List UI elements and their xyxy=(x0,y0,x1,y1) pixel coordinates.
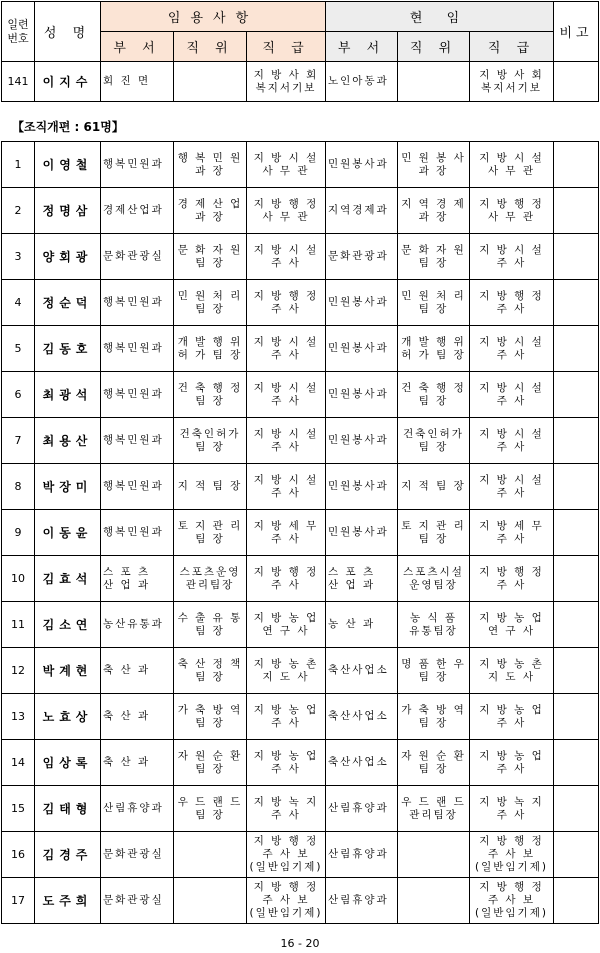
header-appointment-position: 직 위 xyxy=(174,32,247,62)
row-current-grade: 지 방 세 무 주 사 xyxy=(470,510,554,556)
row-appointment-position: 수 출 유 통 팀 장 xyxy=(174,602,247,648)
row-appointment-position: 우 드 랜 드 팀 장 xyxy=(174,786,247,832)
row-remarks xyxy=(554,648,599,694)
row-no: 1 xyxy=(2,142,35,188)
row-current-dept: 민원봉사과 xyxy=(326,280,398,326)
row-current-grade: 지 방 시 설 주 사 xyxy=(470,418,554,464)
row-remarks xyxy=(554,418,599,464)
row-appointment-position: 건축인허가 팀 장 xyxy=(174,418,247,464)
row-current-position xyxy=(398,878,470,924)
row-name: 노효상 xyxy=(35,694,101,740)
row-current-position: 우 드 랜 드 관리팀장 xyxy=(398,786,470,832)
row-appointment-grade: 지 방 행 정 주 사 보 (일반임기제) xyxy=(247,878,326,924)
row-current-grade: 지 방 농 촌 지 도 사 xyxy=(470,648,554,694)
row-current-grade: 지 방 녹 지 주 사 xyxy=(470,786,554,832)
row-appointment-position: 토 지 관 리 팀 장 xyxy=(174,510,247,556)
row-remarks xyxy=(554,694,599,740)
row-no: 15 xyxy=(2,786,35,832)
row-appointment-grade: 지 방 농 업 주 사 xyxy=(247,740,326,786)
row-appointment-position xyxy=(174,62,247,102)
row-current-grade: 지 방 행 정 주 사 보 (일반임기제) xyxy=(470,832,554,878)
row-current-grade: 지 방 농 업 연 구 사 xyxy=(470,602,554,648)
row-no: 11 xyxy=(2,602,35,648)
row-appointment-grade: 지 방 녹 지 주 사 xyxy=(247,786,326,832)
row-name: 김태형 xyxy=(35,786,101,832)
row-remarks xyxy=(554,326,599,372)
row-no: 13 xyxy=(2,694,35,740)
section-title: 【조직개편 : 61명】 xyxy=(12,120,124,134)
header-remarks: 비고 xyxy=(554,2,599,62)
row-current-position xyxy=(398,62,470,102)
row-appointment-position: 가 축 방 역 팀 장 xyxy=(174,694,247,740)
row-appointment-position: 축 산 정 책 팀 장 xyxy=(174,648,247,694)
header-name: 성 명 xyxy=(35,2,101,62)
row-name: 정명삼 xyxy=(35,188,101,234)
row-current-position: 민 원 봉 사 과 장 xyxy=(398,142,470,188)
row-current-position: 건 축 행 정 팀 장 xyxy=(398,372,470,418)
row-name: 이지수 xyxy=(35,62,101,102)
row-appointment-dept: 스 포 츠 산 업 과 xyxy=(101,556,174,602)
row-appointment-grade: 지 방 시 설 사 무 관 xyxy=(247,142,326,188)
table-row xyxy=(2,142,599,188)
row-appointment-grade: 지 방 행 정 주 사 xyxy=(247,280,326,326)
row-no: 141 xyxy=(2,62,35,102)
row-appointment-dept: 회 진 면 xyxy=(101,62,174,102)
row-current-grade: 지 방 시 설 주 사 xyxy=(470,326,554,372)
row-current-dept: 산림휴양과 xyxy=(326,786,398,832)
row-appointment-position: 스포츠운영 관리팀장 xyxy=(174,556,247,602)
row-current-dept: 스 포 츠 산 업 과 xyxy=(326,556,398,602)
row-current-position: 가 축 방 역 팀 장 xyxy=(398,694,470,740)
row-appointment-grade: 지 방 시 설 주 사 xyxy=(247,464,326,510)
row-appointment-grade: 지 방 행 정 주 사 xyxy=(247,556,326,602)
row-current-position: 지 적 팀 장 xyxy=(398,464,470,510)
table-row xyxy=(2,372,599,418)
row-appointment-grade: 지 방 사 회 복지서기보 xyxy=(247,62,326,102)
row-current-position: 농 식 품 유통팀장 xyxy=(398,602,470,648)
row-appointment-dept: 행복민원과 xyxy=(101,510,174,556)
table-row xyxy=(2,556,599,602)
row-current-grade: 지 방 농 업 주 사 xyxy=(470,694,554,740)
header-serial: 일련 번호 xyxy=(2,2,35,62)
row-current-grade: 지 방 행 정 사 무 관 xyxy=(470,188,554,234)
header-appointment-grade: 직 급 xyxy=(247,32,326,62)
row-no: 3 xyxy=(2,234,35,280)
row-appointment-dept: 행복민원과 xyxy=(101,372,174,418)
row-current-dept: 산림휴양과 xyxy=(326,832,398,878)
row-no: 4 xyxy=(2,280,35,326)
row-no: 10 xyxy=(2,556,35,602)
row-current-dept: 지역경제과 xyxy=(326,188,398,234)
row-current-position xyxy=(398,832,470,878)
row-appointment-dept: 문화관광실 xyxy=(101,234,174,280)
table-row xyxy=(2,648,599,694)
row-appointment-grade: 지 방 행 정 주 사 보 (일반임기제) xyxy=(247,832,326,878)
row-appointment-dept: 축 산 과 xyxy=(101,740,174,786)
table-row xyxy=(2,188,599,234)
row-remarks xyxy=(554,832,599,878)
row-current-position: 개 발 행 위 허 가 팀 장 xyxy=(398,326,470,372)
row-appointment-position: 행 복 민 원 과 장 xyxy=(174,142,247,188)
row-current-position: 민 원 처 리 팀 장 xyxy=(398,280,470,326)
table-row xyxy=(2,878,599,924)
main-table xyxy=(1,141,599,924)
table-row xyxy=(2,602,599,648)
row-appointment-dept: 행복민원과 xyxy=(101,142,174,188)
row-current-grade: 지 방 행 정 주 사 xyxy=(470,280,554,326)
header-table xyxy=(1,1,599,102)
row-appointment-position: 건 축 행 정 팀 장 xyxy=(174,372,247,418)
row-remarks xyxy=(554,188,599,234)
row-no: 14 xyxy=(2,740,35,786)
row-current-dept: 농 산 과 xyxy=(326,602,398,648)
row-current-position: 명 품 한 우 팀 장 xyxy=(398,648,470,694)
row-remarks xyxy=(554,62,599,102)
row-appointment-position: 문 화 자 원 팀 장 xyxy=(174,234,247,280)
row-name: 최용산 xyxy=(35,418,101,464)
row-remarks xyxy=(554,234,599,280)
row-appointment-position: 지 적 팀 장 xyxy=(174,464,247,510)
row-no: 7 xyxy=(2,418,35,464)
row-appointment-grade: 지 방 농 업 연 구 사 xyxy=(247,602,326,648)
row-current-grade: 지 방 행 정 주 사 보 (일반임기제) xyxy=(470,878,554,924)
row-name: 박장미 xyxy=(35,464,101,510)
row-name: 이동윤 xyxy=(35,510,101,556)
row-current-dept: 문화관광과 xyxy=(326,234,398,280)
row-current-grade: 지 방 시 설 주 사 xyxy=(470,372,554,418)
row-remarks xyxy=(554,464,599,510)
row-current-grade: 지 방 시 설 주 사 xyxy=(470,234,554,280)
row-name: 김동호 xyxy=(35,326,101,372)
row-appointment-grade: 지 방 세 무 주 사 xyxy=(247,510,326,556)
row-appointment-dept: 경제산업과 xyxy=(101,188,174,234)
row-remarks xyxy=(554,280,599,326)
row-name: 김경주 xyxy=(35,832,101,878)
row-current-position: 문 화 자 원 팀 장 xyxy=(398,234,470,280)
header-appointment-dept: 부 서 xyxy=(101,32,174,62)
row-current-dept: 축산사업소 xyxy=(326,694,398,740)
row-appointment-grade: 지 방 시 설 주 사 xyxy=(247,372,326,418)
header-current-position: 직 위 xyxy=(398,32,470,62)
row-appointment-grade: 지 방 농 촌 지 도 사 xyxy=(247,648,326,694)
table-row xyxy=(2,832,599,878)
row-current-position: 지 역 경 제 과 장 xyxy=(398,188,470,234)
row-appointment-position xyxy=(174,832,247,878)
row-remarks xyxy=(554,142,599,188)
row-current-grade: 지 방 시 설 사 무 관 xyxy=(470,142,554,188)
row-no: 2 xyxy=(2,188,35,234)
table-row xyxy=(2,280,599,326)
row-current-dept: 민원봉사과 xyxy=(326,326,398,372)
row-appointment-position xyxy=(174,878,247,924)
row-appointment-grade: 지 방 시 설 주 사 xyxy=(247,234,326,280)
row-no: 17 xyxy=(2,878,35,924)
table-row xyxy=(2,464,599,510)
row-name: 정순덕 xyxy=(35,280,101,326)
row-current-dept: 민원봉사과 xyxy=(326,464,398,510)
table-row xyxy=(2,740,599,786)
row-name: 도주희 xyxy=(35,878,101,924)
table-row xyxy=(2,694,599,740)
row-appointment-dept: 행복민원과 xyxy=(101,326,174,372)
row-current-position: 자 원 순 환 팀 장 xyxy=(398,740,470,786)
row-appointment-dept: 문화관광실 xyxy=(101,832,174,878)
row-appointment-position: 민 원 처 리 팀 장 xyxy=(174,280,247,326)
row-name: 최광석 xyxy=(35,372,101,418)
row-current-position: 스포츠시설 운영팀장 xyxy=(398,556,470,602)
row-current-dept: 민원봉사과 xyxy=(326,372,398,418)
table-row xyxy=(2,510,599,556)
row-current-dept: 민원봉사과 xyxy=(326,510,398,556)
row-appointment-dept: 축 산 과 xyxy=(101,648,174,694)
row-current-position: 토 지 관 리 팀 장 xyxy=(398,510,470,556)
row-no: 8 xyxy=(2,464,35,510)
row-appointment-dept: 농산유통과 xyxy=(101,602,174,648)
row-appointment-dept: 행복민원과 xyxy=(101,418,174,464)
row-current-dept: 노인아동과 xyxy=(326,62,398,102)
row-current-grade: 지 방 행 정 주 사 xyxy=(470,556,554,602)
row-appointment-dept: 문화관광실 xyxy=(101,878,174,924)
row-appointment-dept: 축 산 과 xyxy=(101,694,174,740)
row-current-grade: 지 방 시 설 주 사 xyxy=(470,464,554,510)
row-appointment-grade: 지 방 행 정 사 무 관 xyxy=(247,188,326,234)
row-current-dept: 민원봉사과 xyxy=(326,418,398,464)
row-current-dept: 축산사업소 xyxy=(326,648,398,694)
row-name: 김소연 xyxy=(35,602,101,648)
row-name: 양회광 xyxy=(35,234,101,280)
row-remarks xyxy=(554,372,599,418)
row-current-dept: 산림휴양과 xyxy=(326,878,398,924)
row-name: 임상록 xyxy=(35,740,101,786)
row-appointment-grade: 지 방 시 설 주 사 xyxy=(247,326,326,372)
header-current-grade: 직 급 xyxy=(470,32,554,62)
row-appointment-position: 경 제 산 업 과 장 xyxy=(174,188,247,234)
row-no: 9 xyxy=(2,510,35,556)
header-appointment: 임용사항 xyxy=(101,2,326,32)
row-current-grade: 지 방 농 업 주 사 xyxy=(470,740,554,786)
page-number: 16 - 20 xyxy=(280,937,320,950)
row-appointment-dept: 행복민원과 xyxy=(101,280,174,326)
table-row xyxy=(2,62,599,102)
row-appointment-dept: 산림휴양과 xyxy=(101,786,174,832)
row-no: 6 xyxy=(2,372,35,418)
row-remarks xyxy=(554,878,599,924)
row-appointment-grade: 지 방 시 설 주 사 xyxy=(247,418,326,464)
row-remarks xyxy=(554,510,599,556)
row-remarks xyxy=(554,740,599,786)
table-row xyxy=(2,234,599,280)
header-current: 현 임 xyxy=(326,2,554,32)
row-name: 김효석 xyxy=(35,556,101,602)
row-no: 16 xyxy=(2,832,35,878)
row-current-grade: 지 방 사 회 복지서기보 xyxy=(470,62,554,102)
row-appointment-position: 자 원 순 환 팀 장 xyxy=(174,740,247,786)
row-name: 박계현 xyxy=(35,648,101,694)
row-current-position: 건축인허가 팀 장 xyxy=(398,418,470,464)
header-current-dept: 부 서 xyxy=(326,32,398,62)
row-current-dept: 축산사업소 xyxy=(326,740,398,786)
table-row xyxy=(2,786,599,832)
row-no: 5 xyxy=(2,326,35,372)
table-row xyxy=(2,418,599,464)
row-name: 이영철 xyxy=(35,142,101,188)
row-appointment-dept: 행복민원과 xyxy=(101,464,174,510)
table-row xyxy=(2,326,599,372)
row-appointment-position: 개 발 행 위 허 가 팀 장 xyxy=(174,326,247,372)
row-appointment-grade: 지 방 농 업 주 사 xyxy=(247,694,326,740)
row-remarks xyxy=(554,556,599,602)
row-current-dept: 민원봉사과 xyxy=(326,142,398,188)
row-no: 12 xyxy=(2,648,35,694)
row-remarks xyxy=(554,602,599,648)
row-remarks xyxy=(554,786,599,832)
